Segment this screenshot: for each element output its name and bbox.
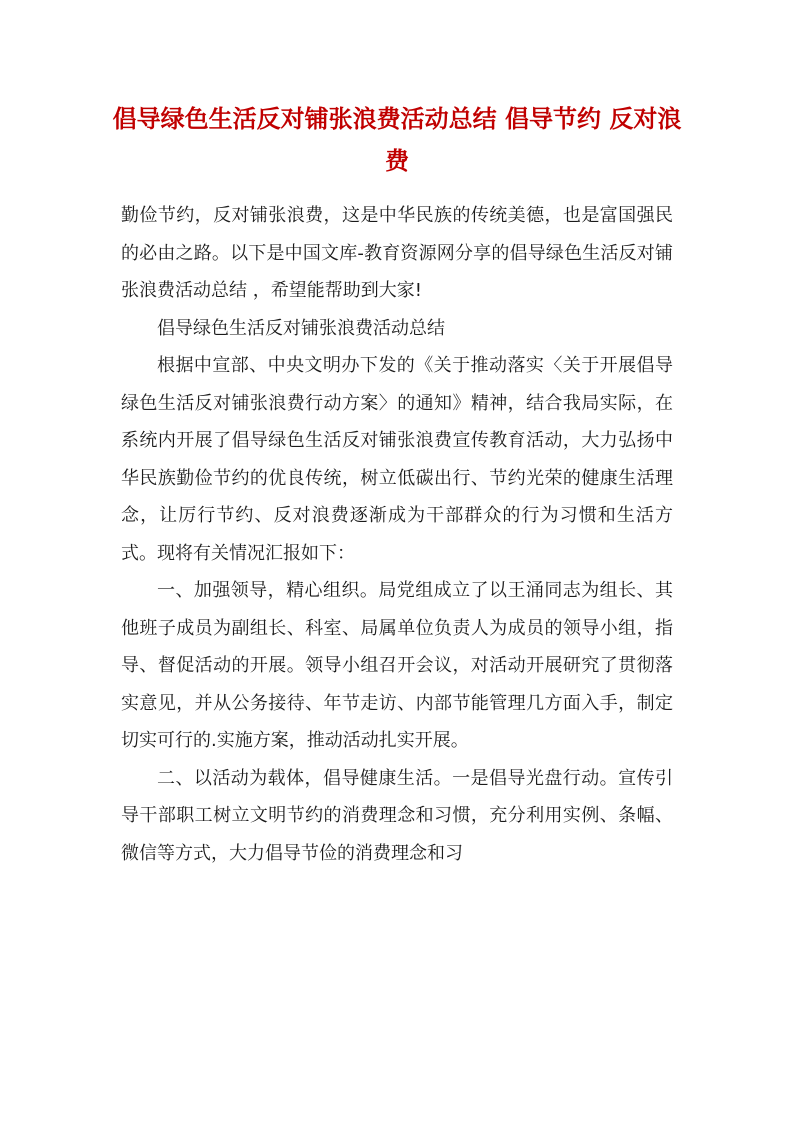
section-heading: 倡导绿色生活反对铺张浪费活动总结 (157, 317, 445, 339)
intro-paragraph: 勤俭节约，反对铺张浪费，这是中华民族的传统美德，也是富国强民的必由之路。以下是中国文库-教育资源网分享的倡导绿色生活反对铺张浪费活动总结 ，希望能帮助到大家! (121, 205, 673, 301)
document-body (121, 197, 673, 872)
document-title: 倡导绿色生活反对铺张浪费活动总结 倡导节约 反对浪费 (112, 104, 682, 175)
body-paragraph: 一、加强领导，精心组织。局党组成立了以王涌同志为组长、其他班子成员为副组长、科室、局属单位负责人为成员的领导小组，指导、督促活动的开展。领导小组召开会议，对活动开展研究了贯彻落实意见，并从公务接待、年节走访、内部节能管理几方面入手，制定切实可行的.实施方案，推动活动扎实开展。 (121, 580, 673, 751)
body-paragraph: 根据中宣部、中央文明办下发的《关于推动落实〈关于开展倡导绿色生活反对铺张浪费行动方案〉的通知》精神，结合我局实际，在系统内开展了倡导绿色生活反对铺张浪费宣传教育活动，大力弘扬中华民族勤俭节约的优良传统，树立低碳出行、节约光荣的健康生活理念，让厉行节约、反对浪费逐渐成为干部群众的行为习惯和生活方式。现将有关情况汇报如下： (121, 355, 673, 564)
body-paragraph: 二、以活动为载体，倡导健康生活。一是倡导光盘行动。宣传引导干部职工树立文明节约的消费理念和习惯，充分利用实例、条幅、微信等方式，大力倡导节俭的消费理念和习 (121, 767, 673, 864)
